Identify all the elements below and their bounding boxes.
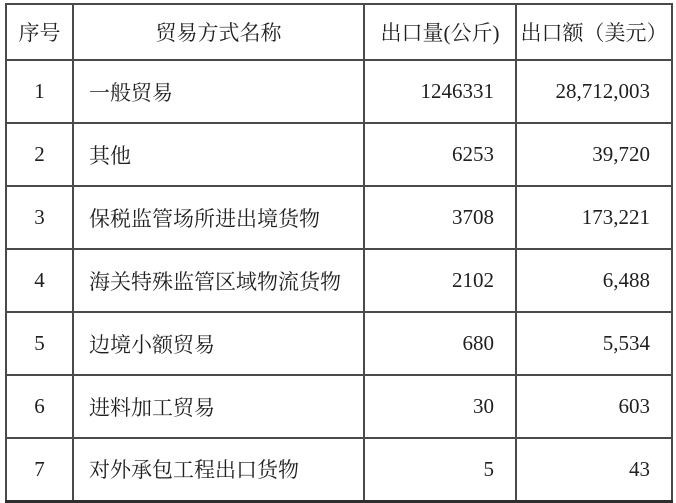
cell-name: 其他 — [73, 123, 364, 186]
cell-value: 6,488 — [516, 249, 672, 312]
cell-name: 进料加工贸易 — [73, 375, 364, 438]
cell-value: 43 — [516, 438, 672, 501]
table-row — [6, 60, 672, 123]
cell-value: 39,720 — [516, 123, 672, 186]
cell-seq: 1 — [6, 60, 73, 123]
col-header-value: 出口额（美元） — [516, 4, 672, 60]
trade-mode-table — [5, 3, 673, 503]
col-header-qty: 出口量(公斤) — [364, 4, 516, 60]
cell-value: 173,221 — [516, 186, 672, 249]
col-header-name: 贸易方式名称 — [73, 4, 364, 60]
header-row — [6, 4, 672, 60]
cell-qty: 1246331 — [364, 60, 516, 123]
table-row — [6, 186, 672, 249]
cell-seq: 2 — [6, 123, 73, 186]
table-row — [6, 123, 672, 186]
table-row — [6, 375, 672, 438]
col-header-seq: 序号 — [6, 4, 73, 60]
cell-name: 对外承包工程出口货物 — [73, 438, 364, 501]
cell-qty: 6253 — [364, 123, 516, 186]
cell-name: 边境小额贸易 — [73, 312, 364, 375]
cell-name: 一般贸易 — [73, 60, 364, 123]
cell-value: 603 — [516, 375, 672, 438]
cell-name: 海关特殊监管区域物流货物 — [73, 249, 364, 312]
cell-qty: 5 — [364, 438, 516, 501]
cell-qty: 3708 — [364, 186, 516, 249]
cell-name: 保税监管场所进出境货物 — [73, 186, 364, 249]
cell-seq: 4 — [6, 249, 73, 312]
cell-qty: 680 — [364, 312, 516, 375]
cell-seq: 3 — [6, 186, 73, 249]
cell-value: 5,534 — [516, 312, 672, 375]
cell-seq: 6 — [6, 375, 73, 438]
table-row — [6, 438, 672, 501]
cell-seq: 5 — [6, 312, 73, 375]
cell-value: 28,712,003 — [516, 60, 672, 123]
cell-seq: 7 — [6, 438, 73, 501]
table-row — [6, 312, 672, 375]
cell-qty: 2102 — [364, 249, 516, 312]
table-row — [6, 249, 672, 312]
cell-qty: 30 — [364, 375, 516, 438]
